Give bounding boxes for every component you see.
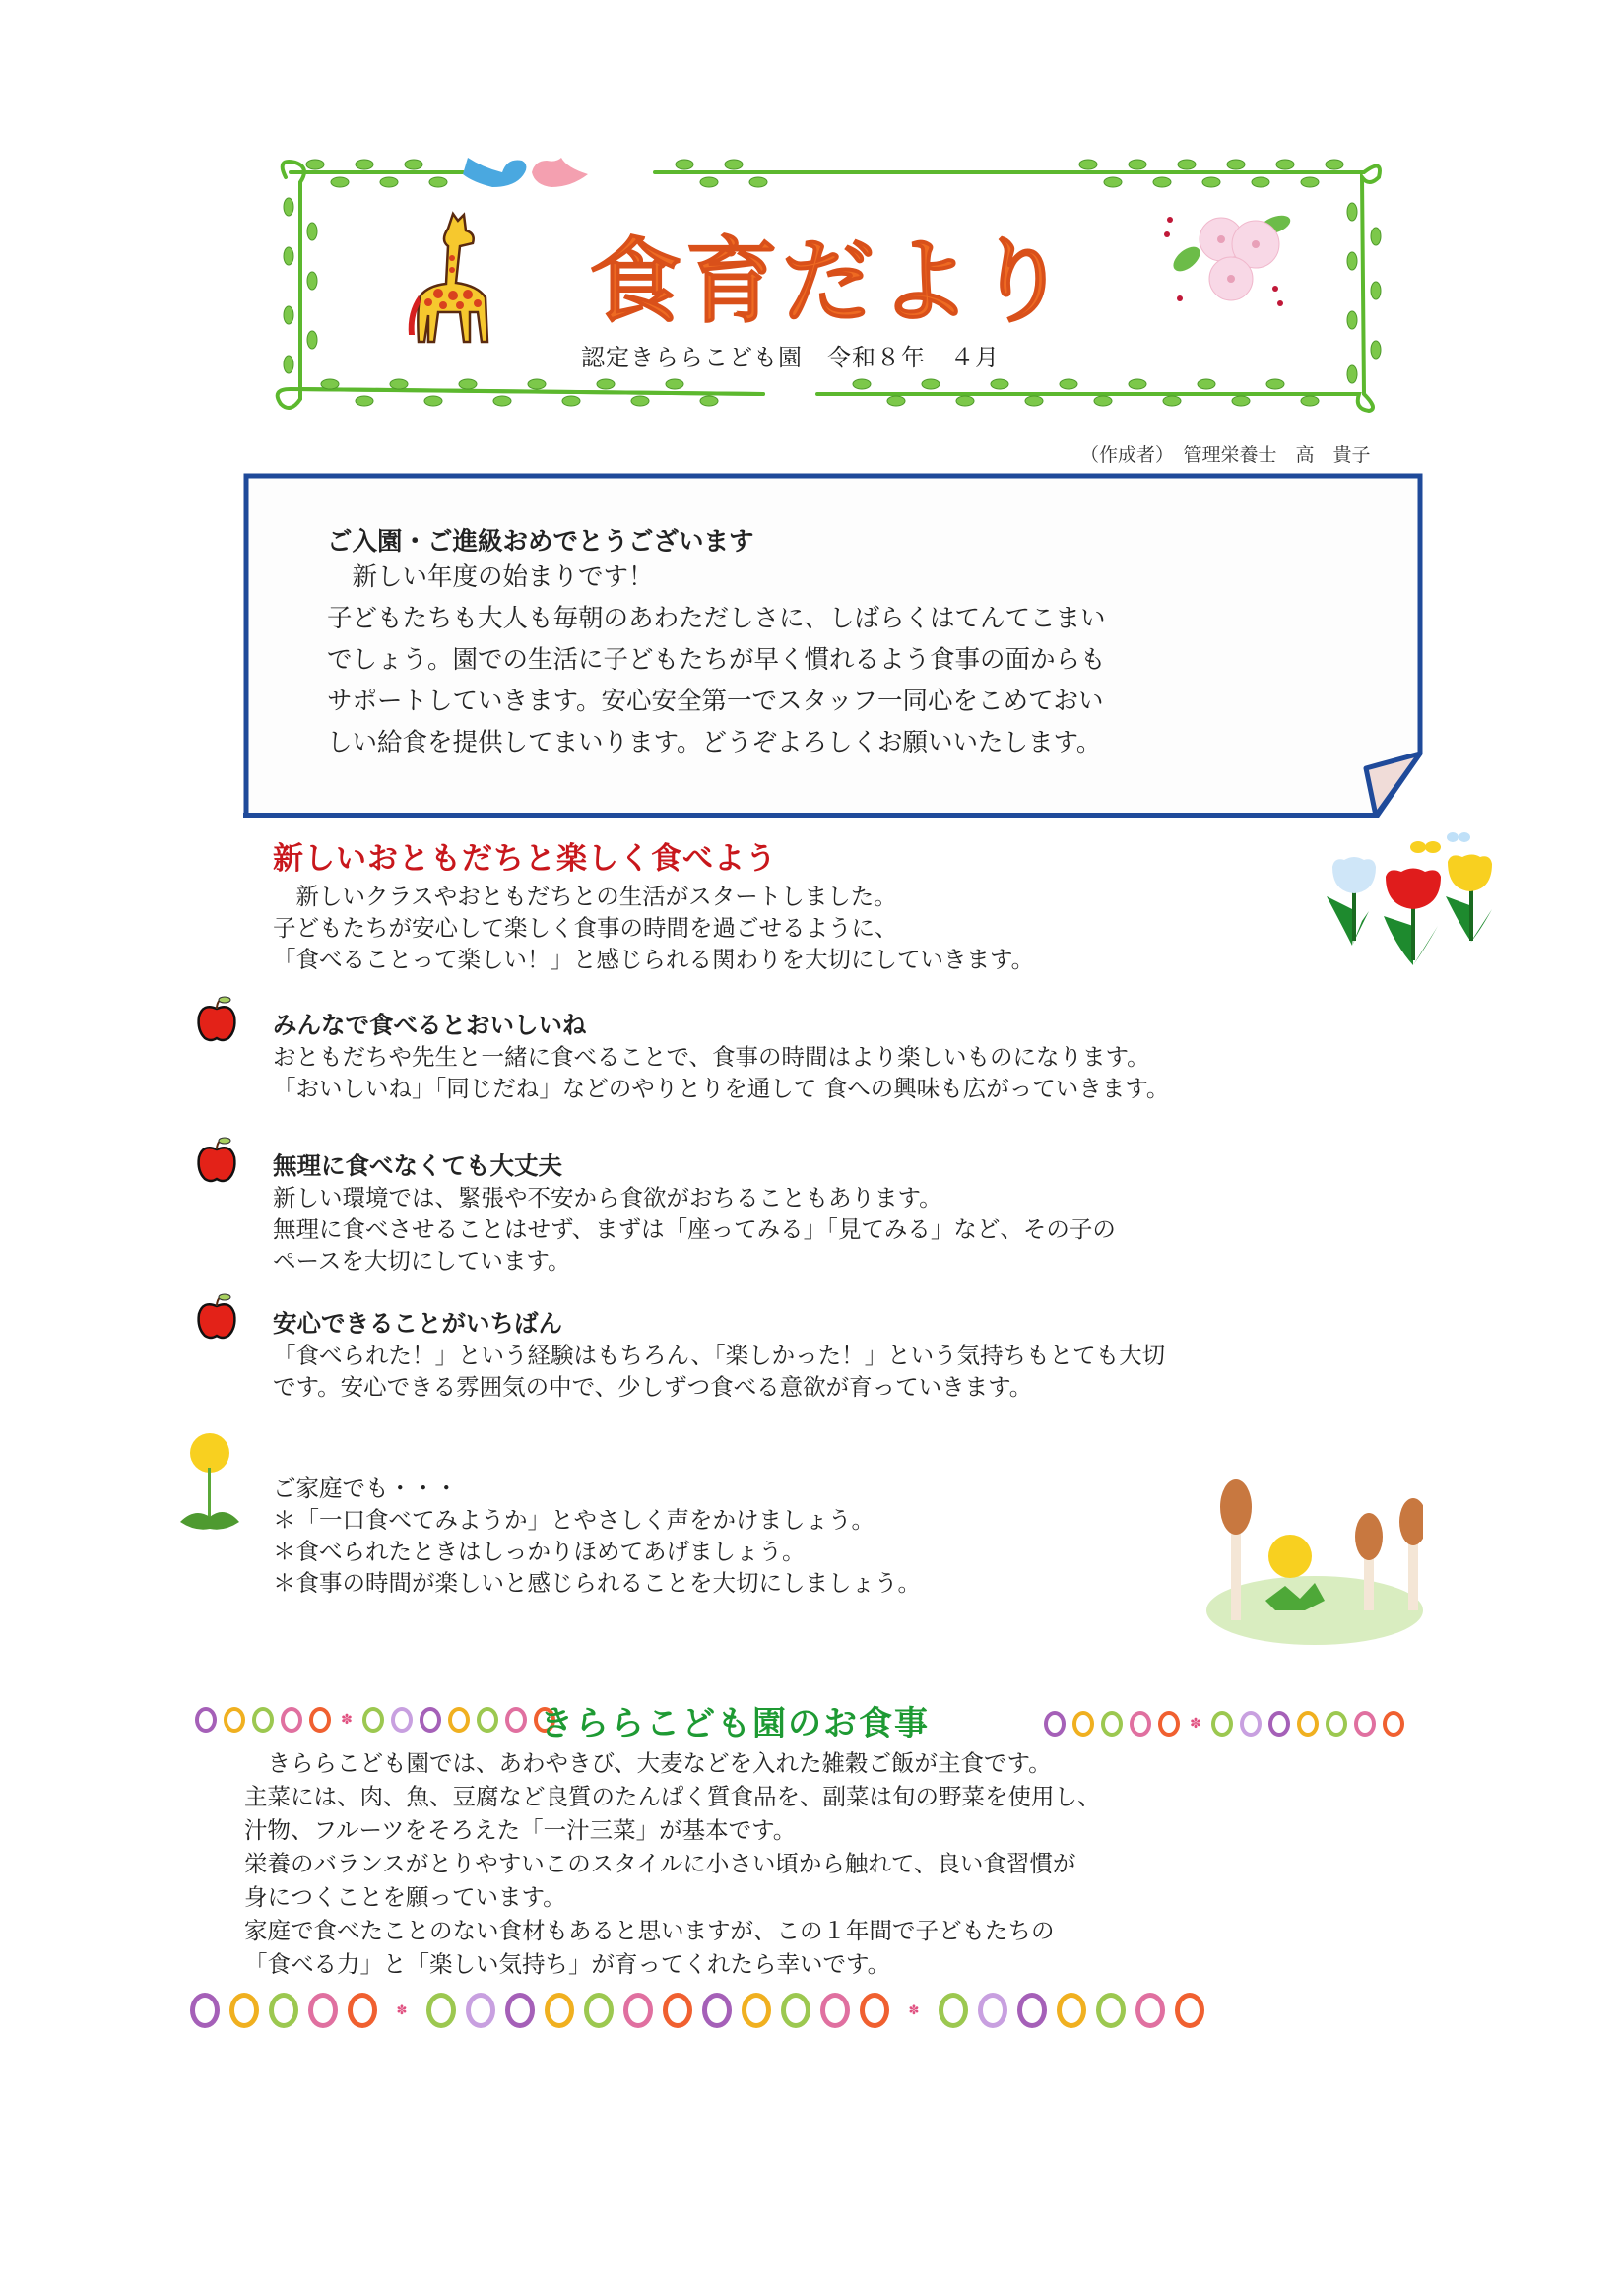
cherry-blossom-icon xyxy=(1152,205,1300,323)
flower-dot-icon xyxy=(252,1707,274,1733)
flower-dot-icon xyxy=(1383,1711,1404,1737)
small-flower-icon: ✽ xyxy=(338,1711,356,1729)
point-line: 新しい環境では、緊張や不安から食欲がおちることもあります。 xyxy=(273,1184,942,1212)
rose-dot-icon xyxy=(1135,1993,1165,2028)
point-title: みんなで食べるとおいしいね xyxy=(273,1011,587,1039)
paragraph-line: 子どもたちが安心して楽しく食事の時間を過ごせるように、 xyxy=(273,914,898,942)
flower-dot-icon xyxy=(978,1993,1007,2028)
point-line: 無理に食べさせることはせず、まずは「座ってみる」「見てみる」など、その子の xyxy=(273,1215,1116,1243)
giraffe-icon xyxy=(399,209,512,347)
rose-dot-icon xyxy=(820,1993,850,2028)
greeting-content xyxy=(327,524,1312,760)
paragraph-line: 身につくことを願っています。 xyxy=(244,1883,566,1911)
greeting-line: サポートしていきます。安心安全第一でスタッフ一同心をこめておい xyxy=(327,687,1104,716)
cherry-dot-icon xyxy=(1057,1993,1086,2028)
cherry-dot-icon xyxy=(224,1707,245,1733)
flower-dot-icon xyxy=(505,1993,535,2028)
point-item xyxy=(273,1148,1116,1277)
point-item xyxy=(273,1305,1165,1403)
rose-dot-icon xyxy=(623,1993,653,2028)
cherry-dot-icon xyxy=(1072,1711,1094,1737)
point-title: 安心できることがいちばん xyxy=(273,1309,562,1338)
flower-dot-icon xyxy=(1017,1993,1047,2028)
cherry-dot-icon xyxy=(229,1993,259,2028)
point-line: ペースを大切にしています。 xyxy=(273,1247,571,1275)
cherry-dot-icon xyxy=(1297,1711,1319,1737)
flower-dot-icon xyxy=(466,1993,495,2028)
cherry-dot-icon xyxy=(742,1993,771,2028)
paragraph-line: 「食べることって楽しい！」と感じられる関わりを大切にしていきます。 xyxy=(273,946,1035,973)
tip-line: ＊食べられたときはしっかりほめてあげましょう。 xyxy=(273,1538,806,1565)
cherry-dot-icon xyxy=(545,1993,574,2028)
point-line: です。安心できる雰囲気の中で、少しずつ食べる意欲が育っていきます。 xyxy=(273,1373,1033,1401)
rose-dot-icon xyxy=(1130,1711,1151,1737)
dot-border-right xyxy=(1044,1711,1404,1737)
newsletter-title: 食育だより xyxy=(589,229,1072,336)
small-flower-icon: ✽ xyxy=(387,1993,417,2028)
section-title-meals: きららこども園のお食事 xyxy=(540,1704,930,1743)
flower-dot-icon xyxy=(939,1993,968,2028)
point-line: 「食べられた！」という経験はもちろん、「楽しかった！」という気持ちもとても大切 xyxy=(273,1342,1166,1369)
rose-dot-icon xyxy=(281,1707,302,1733)
flower-dot-icon xyxy=(1240,1711,1262,1737)
point-title: 無理に食べなくても大丈夫 xyxy=(273,1151,562,1180)
greeting-line: 子どもたちも大人も毎朝のあわただしさに、しばらくはてんてこまい xyxy=(327,604,1106,633)
apple-icon xyxy=(195,1136,238,1185)
flower-dot-icon xyxy=(1044,1711,1066,1737)
flower-dot-icon xyxy=(1211,1711,1233,1737)
flower-dot-icon xyxy=(781,1993,810,2028)
flower-dot-icon xyxy=(426,1993,456,2028)
greeting-line: しい給食を提供してまいります。どうぞよろしくお願いいたします。 xyxy=(327,728,1102,757)
flower-dot-icon xyxy=(477,1707,498,1733)
birds-icon xyxy=(463,158,588,187)
flower-dot-icon xyxy=(1158,1711,1180,1737)
greeting-title: ご入園・ご進級おめでとうございます xyxy=(327,527,754,557)
dandelion-icon xyxy=(175,1428,244,1537)
cherry-dot-icon xyxy=(448,1707,470,1733)
author-credit: （作成者） 管理栄養士 高 貴子 xyxy=(1080,444,1371,466)
apple-icon xyxy=(195,1292,238,1342)
school-date-subtitle: 認定きららこども園 令和８年 ４月 xyxy=(581,344,1000,371)
flower-dot-icon xyxy=(309,1707,331,1733)
flower-dot-icon xyxy=(663,1993,692,2028)
flower-dot-icon xyxy=(195,1707,217,1733)
flower-dot-icon xyxy=(1326,1711,1347,1737)
rose-dot-icon xyxy=(308,1993,338,2028)
new-friends-paragraph xyxy=(273,881,1034,975)
flower-dot-icon xyxy=(269,1993,298,2028)
point-item xyxy=(273,1007,1169,1104)
flower-dot-icon xyxy=(702,1993,732,2028)
greeting-line: 新しい年度の始まりです！ xyxy=(327,562,654,592)
paragraph-line: 栄養のバランスがとりやすいこのスタイルに小さい頃から触れて、良い食習慣が xyxy=(244,1850,1076,1877)
paragraph-line: 新しいクラスやおともだちとの生活がスタートしました。 xyxy=(273,883,897,910)
flower-dot-icon xyxy=(362,1707,384,1733)
point-line: おともだちや先生と一緒に食べることで、食事の時間はより楽しいものになります。 xyxy=(273,1043,1150,1071)
horsetail-dandelion-icon xyxy=(1206,1473,1423,1650)
dot-border-bottom xyxy=(190,1993,1204,2028)
paragraph-line: 主菜には、肉、魚、豆腐など良質のたんぱく質食品を、副菜は旬の野菜を使用し、 xyxy=(244,1783,1101,1810)
small-flower-icon: ✽ xyxy=(899,1993,929,2028)
greeting-line: でしょう。園での生活に子どもたちが早く慣れるよう食事の面からも xyxy=(327,645,1106,675)
flower-dot-icon xyxy=(1175,1993,1204,2028)
flower-dot-icon xyxy=(348,1993,377,2028)
tip-line: ＊食事の時間が楽しいと感じられることを大切にしましょう。 xyxy=(273,1569,921,1597)
at-home-tips xyxy=(273,1473,921,1599)
dot-border-left xyxy=(195,1707,555,1733)
flower-dot-icon xyxy=(420,1707,441,1733)
flower-dot-icon xyxy=(1096,1993,1126,2028)
tip-line: ＊「一口食べてみようか」とやさしく声をかけましょう。 xyxy=(273,1506,875,1534)
small-flower-icon: ✽ xyxy=(1187,1715,1204,1733)
rose-dot-icon xyxy=(505,1707,527,1733)
point-line: 「おいしいね」「同じだね」などのやりとりを通して 食への興味も広がっていきます。 xyxy=(273,1075,1170,1102)
paragraph-line: 汁物、フルーツをそろえた「一汁三菜」が基本です。 xyxy=(244,1816,797,1844)
rose-dot-icon xyxy=(1354,1711,1376,1737)
paragraph-line: 家庭で食べたことのない食材もあると思いますが、この１年間で子どもたちの xyxy=(244,1917,1055,1944)
flower-dot-icon xyxy=(584,1993,614,2028)
flower-dot-icon xyxy=(860,1993,889,2028)
tulips-butterflies-icon xyxy=(1315,832,1492,970)
at-home-heading: ご家庭でも・・・ xyxy=(273,1475,458,1502)
paragraph-line: 「食べる力」と「楽しい気持ち」が育ってくれたら幸いです。 xyxy=(244,1950,891,1978)
apple-icon xyxy=(195,995,238,1044)
paragraph-line: きららこども園では、あわやきび、大麦などを入れた雑穀ご飯が主食です。 xyxy=(244,1749,1052,1777)
meals-paragraph xyxy=(244,1746,1101,1981)
section-title-new-friends: 新しいおともだちと楽しく食べよう xyxy=(273,841,777,877)
flower-dot-icon xyxy=(1268,1711,1290,1737)
flower-dot-icon xyxy=(190,1993,220,2028)
flower-dot-icon xyxy=(1101,1711,1123,1737)
flower-dot-icon xyxy=(391,1707,413,1733)
